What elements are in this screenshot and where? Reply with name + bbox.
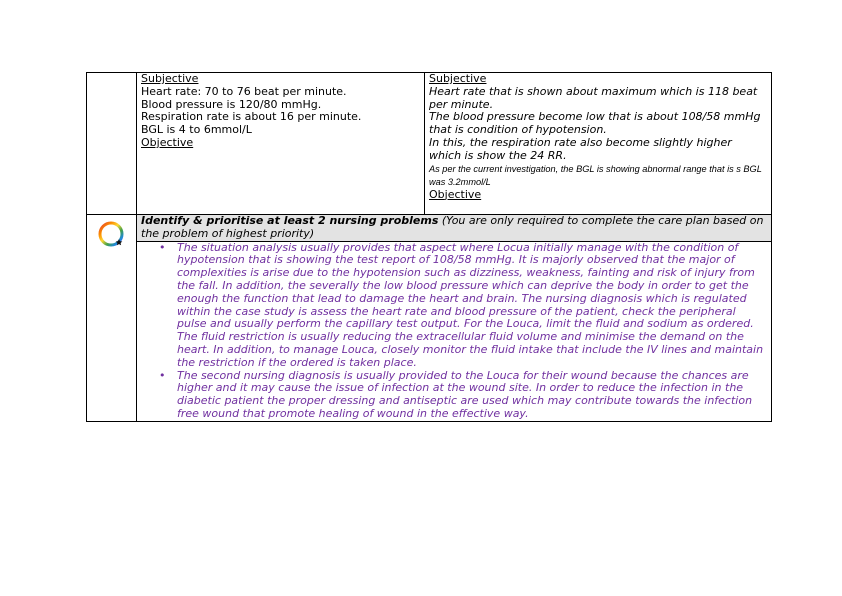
- list-item: [159, 368, 765, 421]
- current-heart-rate: Heart rate that is shown about maximum which is 118 beat per minute.: [429, 84, 758, 111]
- nursing-problems-list: [137, 242, 771, 421]
- bullet-icon: •: [159, 368, 166, 382]
- section-instruction: (You are only required to complete the care plan based on the problem of highest priority): [141, 214, 764, 240]
- current-blood-pressure: The blood pressure become low that is about 108/58 mmHg that is condition of hypotension.: [429, 110, 761, 137]
- objective-heading: Objective: [429, 187, 482, 201]
- current-bgl: As per the current investigation, the BGL is showing abnormal range that is s BGL was 3.2mmol/L: [429, 163, 762, 187]
- current-respiration: In this, the respiration rate also become slightly higher which is show the 24 RR.: [429, 135, 732, 162]
- objective-heading: Objective: [141, 135, 194, 149]
- subjective-heading: Subjective: [141, 72, 199, 85]
- baseline-blood-pressure: Blood pressure is 120/80 mmHg.: [141, 97, 322, 111]
- icon-cell: [87, 215, 137, 422]
- baseline-respiration: Respiration rate is about 16 per minute.: [141, 110, 362, 124]
- blank-cell: [87, 73, 137, 215]
- section-header: [137, 215, 771, 242]
- section-title: Identify & prioritise at least 2 nursing problems: [141, 214, 439, 227]
- bullet-icon: •: [159, 240, 166, 254]
- current-assessment-cell: [425, 73, 772, 215]
- list-item: [159, 240, 765, 370]
- nursing-problems-row: [87, 215, 772, 422]
- baseline-assessment-cell: [137, 73, 425, 215]
- care-plan-table: [86, 72, 772, 422]
- baseline-heart-rate: Heart rate: 70 to 76 beat per minute.: [141, 84, 347, 98]
- circular-rainbow-logo-icon: [97, 220, 125, 248]
- subjective-heading: Subjective: [429, 72, 487, 85]
- baseline-bgl: BGL is 4 to 6mmol/L: [141, 123, 252, 137]
- nursing-problem-1: The situation analysis usually provides that aspect where Locua initially manage with the condition of hypotension that is showing the test report of 108/58 mmHg. It is majorly observed that the major of complexities is arise due to the hypotension such as dizziness, weakness, fainting and risk of injury from the fall. In addition, the severally the low blood pressure which can deprive the body in order to get the enough the function that lead to damage the heart and brain. The nursing diagnosis which is regulated within the case study is assess the heart rate and blood pressure of the patient, check the peripheral pulse and usually perform the capillary test output. For the Louca, limit the fluid and sodium as ordered. The fluid restriction is usually reducing the extracellular fluid volume and minimise the demand on the heart. In addition, to manage Louca, closely monitor the fluid intake that include the IV lines and maintain the restriction if the ordered is taken place.: [177, 240, 764, 369]
- assessment-row: [87, 73, 772, 215]
- nursing-problems-cell: [137, 215, 772, 422]
- nursing-problem-2: The second nursing diagnosis is usually provided to the Louca for their wound because the chances are higher and it may cause the issue of infection at the wound site. In order to reduce the infection in the diabetic patient the proper dressing and antiseptic are used which may contribute towards the infection free wound that promote healing of wound in the effective way.: [177, 368, 753, 420]
